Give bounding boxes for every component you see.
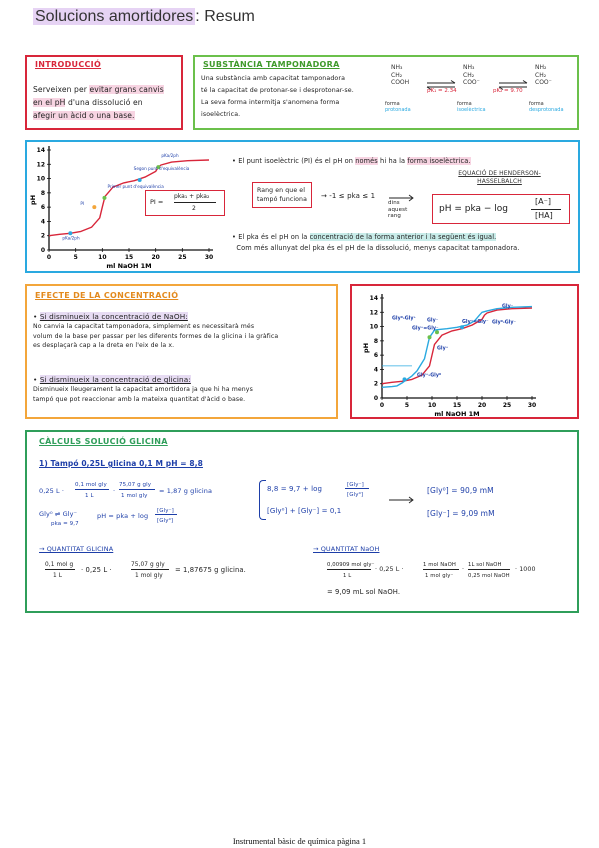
calculs-box [25, 430, 579, 613]
q-naoh-calc: 0,00909 mol gly⁻ 1 L · 0,25 L · 1 mol NaOH 1 mol gly⁻ · 1L sol NaOH 0,25 mol NaOH · 1000 [327, 562, 536, 579]
bullet-isoelectric: • El punt isoelèctric (PI) és el pH on només hi ha la forma isoelèctrica. [232, 157, 471, 165]
y-tick-label: 12 [369, 309, 378, 317]
y-tick-label: 2 [40, 232, 45, 240]
q-glicina-calc: 0,1 mol g 1 L · 0,25 L · 75,07 g gly 1 mol gly = 1,87675 g glicina. [45, 562, 246, 579]
y-tick-label: 6 [40, 204, 45, 212]
equilibrium-arrow-1 [425, 75, 457, 85]
structure-isoelectric: NH₃ CH₂ COO⁻ [463, 64, 480, 86]
point-label-3: Segon punt d'equivalència [133, 166, 190, 171]
tampo-box [193, 55, 579, 130]
y-tick-label: 10 [36, 175, 45, 183]
x-tick-label: 0 [46, 254, 52, 261]
range-note: dins aquest rang [388, 200, 408, 219]
equilibrium-arrow-2 [497, 75, 529, 85]
structure-deprotonated: NH₂ CH₂ COO⁻ [535, 64, 552, 86]
species-label-3: Gly⁺=Gly⁻ [412, 326, 439, 332]
species-label-0: Gly⁻ [502, 304, 514, 310]
chart2-box [350, 284, 579, 419]
y-tick-label: 14 [369, 295, 378, 302]
tampo-heading: SUBSTÀNCIA TAMPONADORA [203, 60, 340, 69]
point-label-2: Primer punt d'equivalència [107, 183, 164, 189]
page-footer: Instrumental bàsic de química pàgina 1 [232, 836, 367, 846]
species-label-4: Gly⁻ [427, 318, 439, 324]
result-gly-: [Gly⁻] = 9,09 mM [427, 509, 495, 518]
pk2-label: pK₂ = 9.70 [493, 88, 523, 94]
x-tick-label: 15 [124, 254, 134, 261]
point-marker-2 [102, 196, 106, 200]
x-axis-label: ml NaOH 1M [106, 262, 152, 270]
species-label-7: Gly⁺-Gly⁰ [417, 373, 442, 379]
q-naoh-result: = 9,09 mL sol NaOH. [327, 588, 401, 596]
system-brace [259, 480, 266, 520]
x-tick-label: 30 [204, 254, 214, 261]
x-tick-label: 10 [98, 254, 107, 261]
point-marker-1 [92, 205, 96, 209]
y-tick-label: 10 [369, 323, 378, 331]
range-box: Rang en que el tampó funciona [252, 182, 312, 208]
point-marker-d [460, 325, 464, 329]
y-axis-label: pH [29, 194, 37, 206]
q-glicina-title: → QUANTITAT GLICINA [39, 545, 114, 553]
x-tick-label: 15 [452, 402, 462, 409]
result-arrow-icon [387, 494, 417, 506]
y-tick-label: 4 [40, 218, 45, 226]
result-gly0: [Gly⁰] = 90,9 mM [427, 486, 494, 495]
x-tick-label: 5 [404, 402, 410, 409]
label-isoelectrica: forma isoelèctrica [457, 101, 486, 113]
point-marker-a [403, 377, 407, 381]
title-main: Solucions amortidores [35, 8, 194, 25]
titration-box [25, 140, 580, 273]
intro-box [25, 55, 183, 130]
y-tick-label: 2 [373, 380, 378, 388]
species-label-6: Gly⁰-Gly⁺ [392, 316, 417, 322]
x-tick-label: 10 [427, 402, 437, 409]
intro-text: Serveixen per evitar grans canvis en el pH d'una dissolució en afegir un àcid o una base. [33, 85, 164, 120]
efecte-box [25, 284, 338, 419]
y-tick-label: 0 [40, 247, 45, 254]
x-tick-label: 0 [379, 402, 385, 409]
calc-mass: 0,25 L · 0,1 mol gly 1 L · 75,07 g gly 1 mol gly = 1,87 g glicina [39, 482, 213, 499]
q-naoh-title: → QUANTITAT NaOH [313, 545, 380, 553]
bullet-pka: • El pka és el pH on la concentració de la forma anterior i la següent és igual. Com més allunyat del pka és el pH de la dissolució, menys capacitat tamponadora. [232, 233, 520, 252]
point-marker-b [428, 335, 432, 339]
point-label-1: PI [80, 201, 85, 207]
hh-formula-box: pH = pka − log [A⁻] [HA] [432, 194, 570, 224]
point-marker-3 [138, 178, 142, 182]
pk1-label: pK₁ = 2.34 [427, 88, 457, 94]
y-tick-label: 14 [36, 147, 45, 154]
hh-title: EQUACIÓ DE HENDERSON-HASSELBALCH [458, 170, 541, 185]
label-desprotonada: forma desprotonada [529, 101, 564, 113]
point-label-4: pKa/2ph [161, 153, 179, 159]
calculs-heading: CÀLCULS SOLUCIÓ GLICINA [39, 437, 168, 446]
structure-protonated: NH₃ CH₂ COOH [391, 64, 410, 86]
x-tick-label: 5 [73, 254, 78, 261]
intro-heading: INTRODUCCIÓ [35, 60, 102, 69]
point-label-0: pKa/2ph [62, 235, 80, 241]
y-tick-label: 4 [373, 366, 378, 374]
x-tick-label: 20 [477, 402, 487, 409]
species-label-1: Gly⁺=Gly⁻ [462, 320, 489, 325]
title-sub: : Resum [195, 8, 255, 25]
pi-formula-box: PI = pka₁ + pka₂ 2 [145, 190, 225, 216]
y-tick-label: 8 [373, 337, 378, 345]
y-axis-label: pH [362, 342, 370, 354]
efecte-heading: EFECTE DE LA CONCENTRACIÓ [35, 291, 179, 300]
efecte-bullet-naoh: • Si disminueix la concentració de NaOH: No canvia la capacitat tamponadora, simplement es necessitarà més volum de la base per passar per les diferents formes de la glicina i la gràfica es desplaçarà cap a la dreta en l'eix de la x. [33, 312, 279, 349]
y-tick-label: 6 [373, 352, 378, 360]
efecte-bullet-glicina: • Si disminueix la concentració de glicina: Disminueix lleugerament la capacitat amortidora ja que hi ha menys tampó que pot reaccionar amb la mateixa quantitat d'àcid o base. [33, 375, 253, 403]
species-label-5: Gly⁰-Gly⁻ [492, 320, 517, 326]
calculs-sub1: 1) Tampó 0,25L glicina 0,1 M pH = 8,8 [39, 459, 203, 468]
y-tick-label: 12 [36, 161, 45, 169]
range-formula: → ‑1 ≤ pka ≤ 1 [321, 192, 376, 200]
system-eq1: 8,8 = 9,7 + log [Gly⁻] [Gly⁰] [267, 480, 397, 500]
x-tick-label: 25 [502, 402, 512, 409]
x-axis-label: ml NaOH 1M [434, 410, 480, 418]
tampo-text: Una substància amb capacitat tamponadora té la capacitat de protonar-se i desprotonar-se. La seva forma intermitja s'anomena forma isoelèctrica. [201, 75, 354, 118]
species-label-2: Gly⁺ [437, 346, 449, 352]
system-eq2: [Gly⁰] + [Gly⁻] = 0,1 [267, 507, 342, 515]
y-tick-label: 8 [40, 189, 45, 197]
label-protonada: forma protonada [385, 101, 411, 113]
x-tick-label: 30 [527, 402, 537, 409]
y-tick-label: 0 [373, 395, 378, 402]
concentration-chart [352, 288, 577, 418]
x-tick-label: 20 [151, 254, 160, 261]
x-tick-label: 25 [178, 254, 187, 261]
page-title [33, 8, 255, 26]
calc-equilibrium: Gly⁰ ⇌ Gly⁻ pka = 9,7 pH = pka + log [Gly⁻] [Gly⁰] [39, 506, 249, 536]
